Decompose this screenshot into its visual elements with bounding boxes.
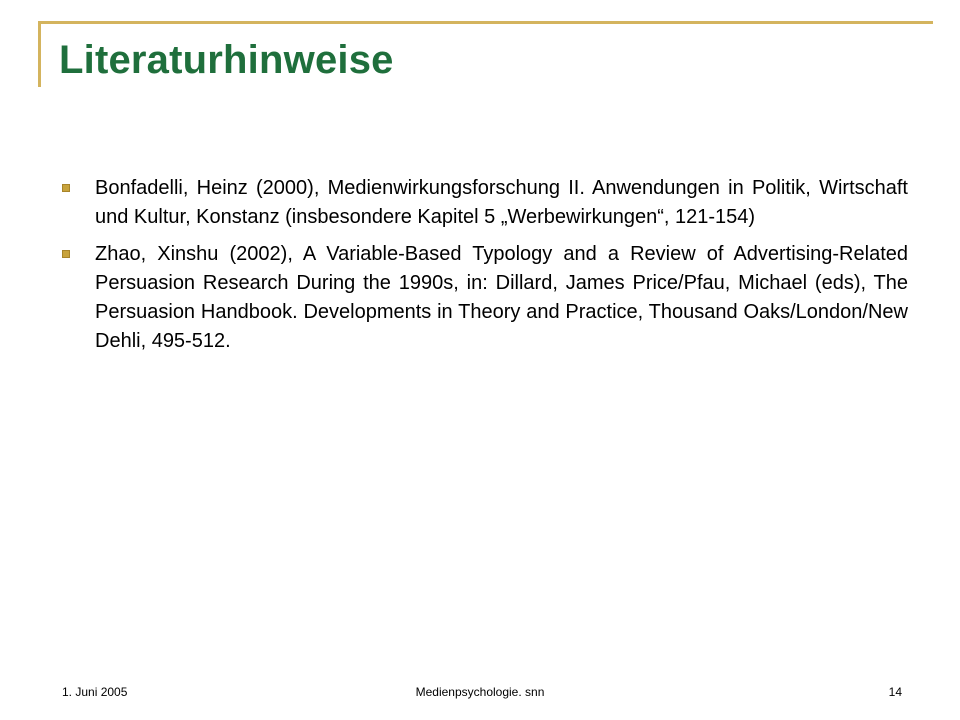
frame-top-line (38, 21, 933, 24)
reference-text: Zhao, Xinshu (2002), A Variable-Based Typology and a Review of Advertising-Related Persuasion Research During the 1990s, in: Dillard, James Price/Pfau, Michael (eds), The Persuasion Handbook. Developments in Theory and Practice, Thousand Oaks/London/New Dehli, 495-512. (95, 243, 908, 352)
footer-date: 1. Juni 2005 (62, 685, 128, 699)
frame-left-line (38, 21, 41, 87)
square-bullet-icon (62, 250, 70, 258)
reference-text: Bonfadelli, Heinz (2000), Medienwirkungsforschung II. Anwendungen in Politik, Wirtschaft und Kultur, Konstanz (insbesondere Kapitel 5 „Werbewirkungen“, 121-154) (95, 177, 908, 228)
page-number: 14 (888, 685, 902, 699)
square-bullet-icon (62, 184, 70, 192)
reference-item-bonfadelli (58, 174, 908, 232)
slide-footer (0, 683, 960, 701)
footer-center-text: Medienpsychologie. snn (415, 685, 545, 699)
reference-item-zhao (58, 240, 908, 356)
slide-title: Literaturhinweise (59, 38, 394, 82)
reference-list (58, 174, 908, 364)
